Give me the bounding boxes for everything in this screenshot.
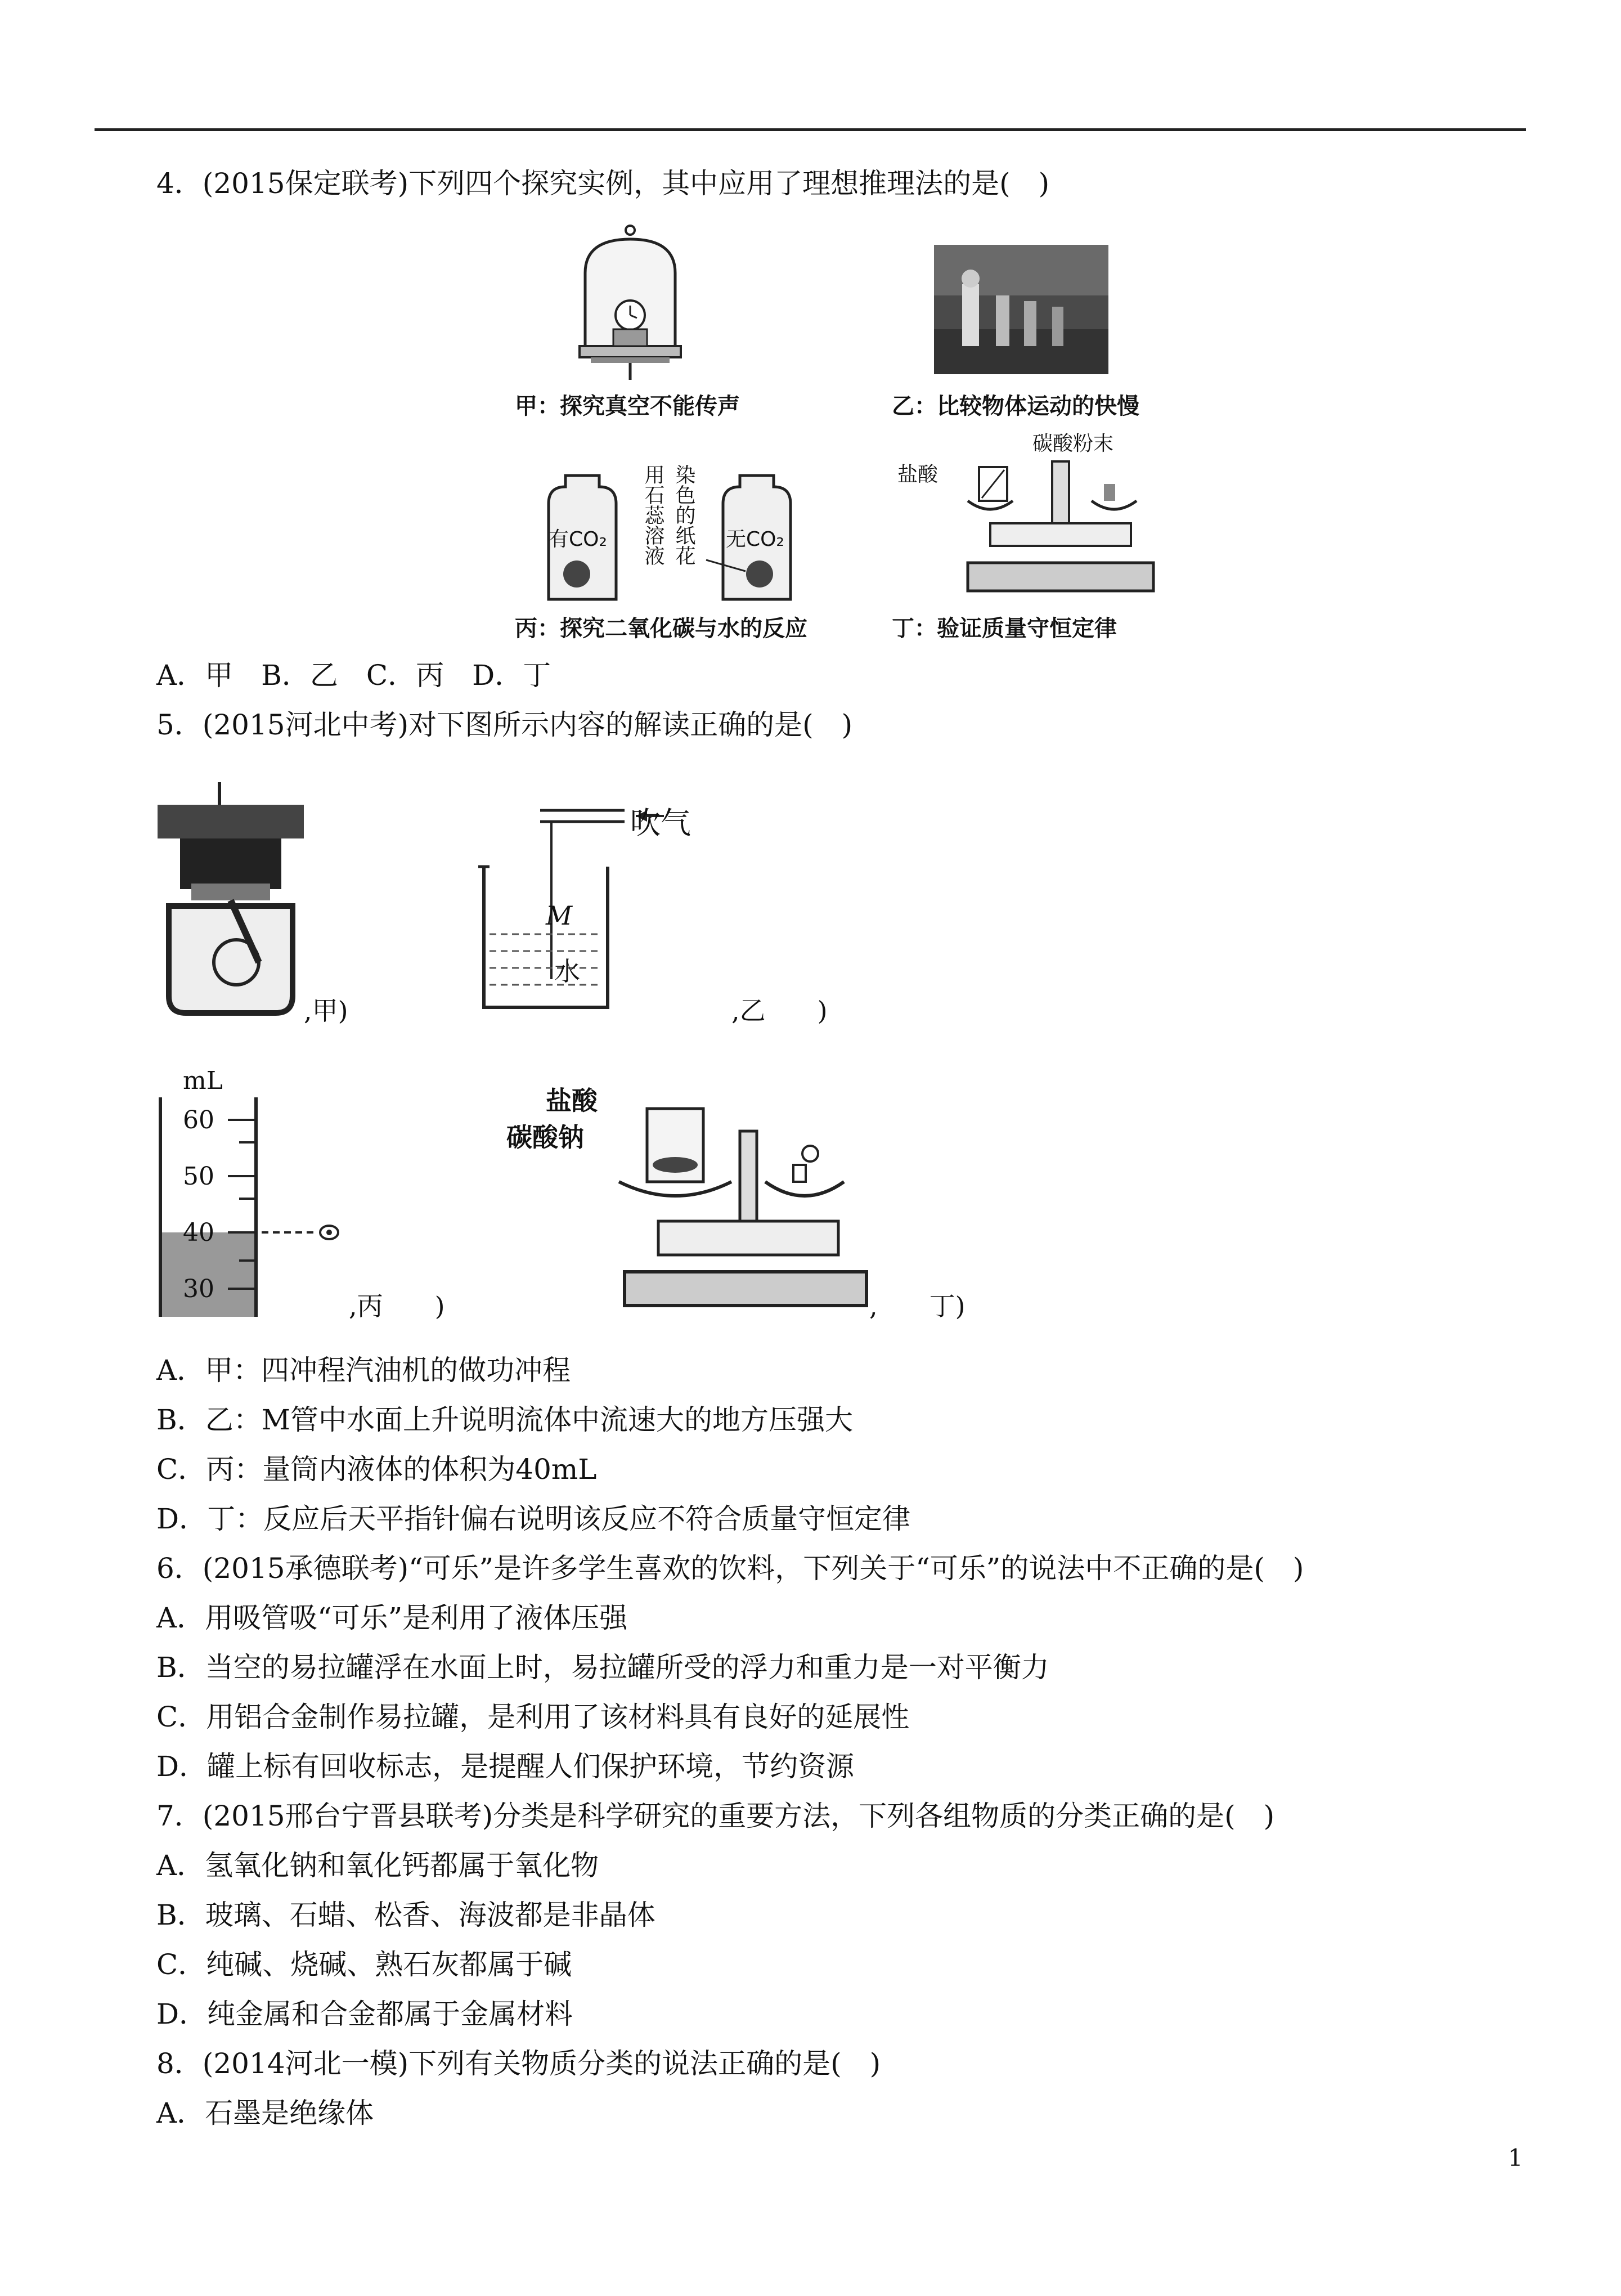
acid-label-q4: 盐酸	[897, 463, 939, 486]
q4-caption-yi: 乙：比较物体运动的快慢	[892, 393, 1139, 419]
q5-option-a: A．甲：四冲程汽油机的做功冲程	[156, 1354, 571, 1387]
ml-unit-label: mL	[183, 1066, 223, 1095]
q7-option-b: B．玻璃、石蜡、松香、海波都是非晶体	[156, 1899, 655, 1931]
q5-option-b: B．乙：M管中水面上升说明流体中流速大的地方压强大	[156, 1403, 853, 1436]
jar-right-label: 无CO₂	[726, 528, 784, 551]
q4-stem: 4．(2015保定联考)下列四个探究实例，其中应用了理想推理法的是( )	[156, 167, 1050, 200]
q5-stem: 5．(2015河北中考)对下图所示内容的解读正确的是( )	[156, 708, 853, 741]
runners-photo	[934, 245, 1108, 374]
q5-tag-yi: ,乙 )	[731, 995, 828, 1026]
q5-option-d: D．丁：反应后天平指针偏右说明该反应不符合质量守恒定律	[156, 1503, 911, 1535]
balance-figure-q5	[613, 1103, 878, 1317]
q7-stem: 7．(2015邢台宁晋县联考)分类是科学研究的重要方法，下列各组物质的分类正确的是( )	[156, 1800, 1275, 1832]
q8-stem: 8．(2014河北一模)下列有关物质分类的说法正确的是( )	[156, 2047, 881, 2080]
q4-caption-bing: 丙：探究二氧化碳与水的反应	[515, 616, 807, 642]
m-tube-label: M	[546, 900, 573, 931]
page-number: 1	[1508, 2144, 1523, 2172]
q6-option-a: A．用吸管吸“可乐”是利用了液体压强	[156, 1602, 628, 1634]
tick-30: 30	[183, 1275, 214, 1303]
carbonate-label: 碳酸钠	[506, 1122, 584, 1153]
powder-label-q4: 碳酸粉末	[1032, 432, 1114, 455]
q6-option-c: C．用铝合金制作易拉罐，是利用了该材料具有良好的延展性	[156, 1701, 910, 1733]
header-rule	[95, 128, 1526, 131]
q7-option-a: A．氢氧化钠和氧化钙都属于氧化物	[156, 1849, 599, 1882]
q5-tag-jia: ,甲)	[304, 995, 348, 1026]
vertical-label-1: 用石蕊溶液	[641, 464, 664, 566]
q4-caption-ding: 丁：验证质量守恒定律	[892, 616, 1117, 642]
acid-label-q5: 盐酸	[546, 1086, 598, 1116]
q4-options: A．甲 B．乙 C．丙 D．丁	[156, 659, 551, 692]
q7-option-c: C．纯碱、烧碱、熟石灰都属于碱	[156, 1948, 572, 1981]
bell-jar-figure	[568, 222, 692, 385]
vertical-label-2: 染色的纸花	[672, 464, 695, 566]
q5-tag-ding: , 丁)	[869, 1291, 966, 1321]
q5-option-c: C．丙：量筒内液体的体积为40mL	[156, 1453, 597, 1486]
q6-option-b: B．当空的易拉罐浮在水面上时，易拉罐所受的浮力和重力是一对平衡力	[156, 1651, 1049, 1684]
q4-caption-jia: 甲：探究真空不能传声	[515, 393, 740, 419]
tick-50: 50	[183, 1162, 214, 1191]
jar-left-label: 有CO₂	[549, 528, 607, 551]
tick-60: 60	[183, 1106, 214, 1134]
q6-option-d: D．罐上标有回收标志，是提醒人们保护环境，节约资源	[156, 1750, 855, 1783]
balance-figure-q4	[957, 450, 1165, 602]
engine-figure	[152, 771, 309, 1019]
blow-label: 吹气	[630, 805, 691, 841]
q8-option-a: A．石墨是绝缘体	[156, 2097, 374, 2129]
q7-option-d: D．纯金属和合金都属于金属材料	[156, 1998, 573, 2030]
q5-tag-bing: ,丙 )	[349, 1291, 445, 1321]
tick-40: 40	[183, 1218, 214, 1247]
q6-stem: 6．(2015承德联考)“可乐”是许多学生喜欢的饮料，下列关于“可乐”的说法中不正确的是( )	[156, 1552, 1304, 1585]
water-label: 水	[554, 956, 580, 986]
